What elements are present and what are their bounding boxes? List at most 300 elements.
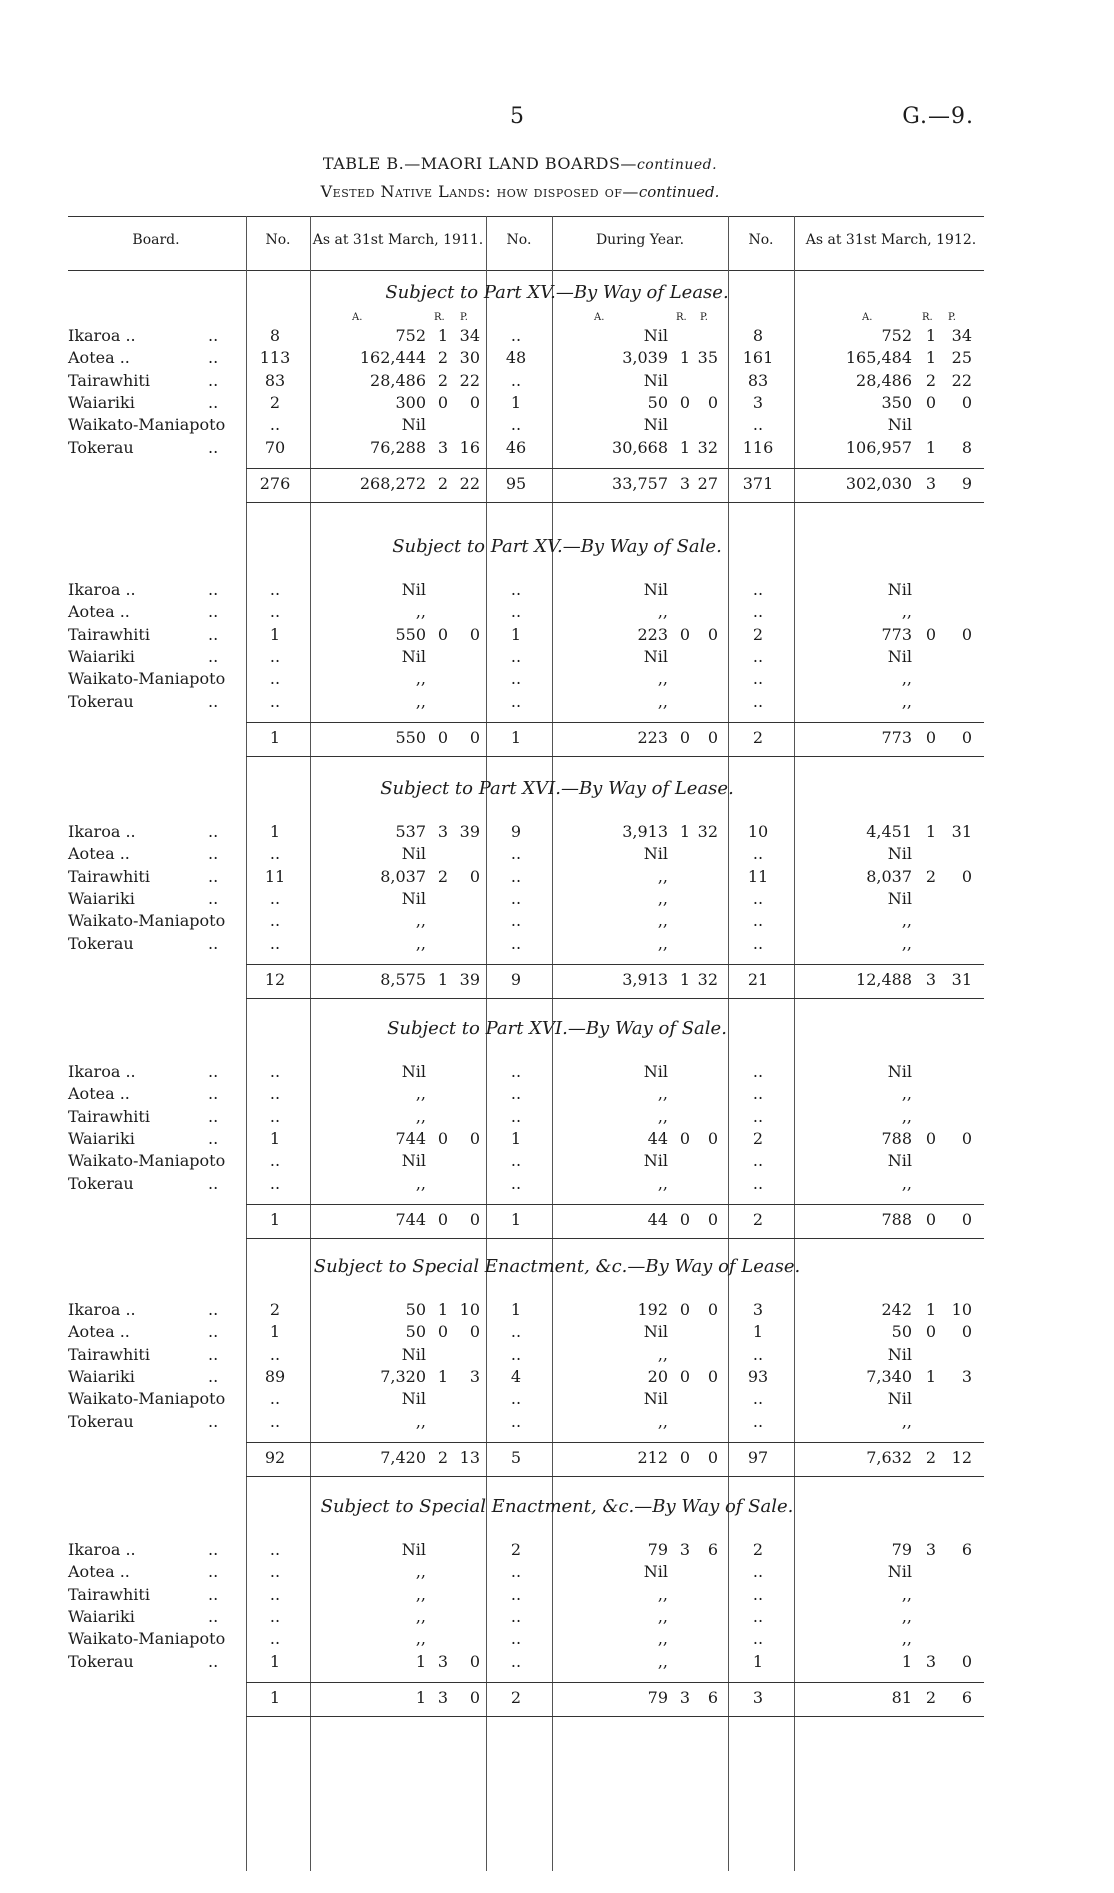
cell-perches-1911: 30	[459, 348, 480, 368]
cell-no-during: ..	[510, 415, 522, 435]
cell-acres-1912: 165,484	[845, 348, 912, 368]
unit-label: P.	[460, 312, 468, 323]
cell-perches-1911: 0	[469, 624, 480, 644]
cell-acres-during: Nil	[643, 1562, 668, 1582]
leader-dots: ..	[208, 1128, 219, 1148]
cell-roods-1911: 0	[437, 1322, 448, 1342]
board-name: Tairawhiti	[68, 1106, 150, 1126]
cell-acres-during: ,,	[657, 1584, 668, 1604]
cell-acres-during: ,,	[657, 1084, 668, 1104]
leader-dots: ..	[208, 580, 219, 599]
cell-perches-1912: 31	[951, 822, 972, 841]
cell-no-during: ..	[510, 326, 522, 345]
cell-roods-1912: 1	[925, 326, 936, 345]
cell-acres-1911: 76,288	[370, 437, 426, 457]
board-name: Waiariki	[68, 1366, 135, 1386]
cell-no-during: ..	[510, 1062, 522, 1081]
cell-no-1911: ..	[269, 669, 281, 689]
unit-label: R.	[676, 312, 687, 323]
board-name: Ikaroa ..	[68, 580, 136, 599]
board-name: Tairawhiti	[68, 1584, 150, 1604]
cell-no-1911: 2	[269, 392, 281, 412]
total-no-1911: 1	[269, 1209, 281, 1229]
table-row	[0, 1322, 1114, 1344]
total-acres-1911: 268,272	[359, 473, 426, 493]
total-rule	[246, 722, 984, 723]
cell-no-1912: ..	[752, 602, 764, 622]
header-no-during: No.	[506, 232, 532, 248]
cell-no-1911: 1	[269, 822, 281, 841]
cell-roods-1912: 1	[925, 1300, 936, 1319]
cell-no-1911: 89	[264, 1366, 286, 1386]
cell-acres-1912: ,,	[901, 1106, 912, 1126]
unit-label: R.	[922, 312, 933, 323]
leader-dots: ..	[208, 1366, 219, 1386]
cell-roods-1912: 3	[925, 1651, 936, 1671]
cell-acres-during: ,,	[657, 1106, 668, 1126]
cell-acres-1912: 28,486	[856, 370, 912, 390]
section-title: Subject to Special Enactment, &c.—By Way of Sale.	[320, 1496, 794, 1517]
leader-dots: ..	[208, 646, 219, 666]
cell-acres-during: 3,913	[622, 822, 668, 841]
total-roods-1911: 1	[437, 969, 448, 989]
cell-acres-1912: 8,037	[866, 866, 912, 886]
cell-roods-1911: 0	[437, 392, 448, 412]
cell-perches-1911: 3	[469, 1366, 480, 1386]
cell-roods-during: 1	[679, 822, 690, 841]
unit-label: P.	[948, 312, 956, 323]
cell-no-1911: 8	[269, 326, 281, 345]
cell-acres-1912: ,,	[901, 1629, 912, 1649]
board-name: Waikato-Maniapoto	[68, 1629, 226, 1649]
section-title: Subject to Special Enactment, &c.—By Way of Lease.	[313, 1256, 801, 1277]
cell-perches-1911: 39	[459, 822, 480, 841]
cell-no-during: 4	[510, 1366, 522, 1386]
cell-no-during: ..	[510, 1344, 522, 1364]
leader-dots: ..	[208, 348, 219, 368]
total-acres-1911: 744	[395, 1209, 426, 1229]
cell-no-1912: ..	[752, 1411, 764, 1431]
cell-roods-1911: 1	[437, 1366, 448, 1386]
header-during-year: During Year.	[595, 232, 685, 248]
cell-no-1911: ..	[269, 1173, 281, 1193]
cell-acres-during: Nil	[643, 415, 668, 435]
total-roods-1912: 3	[925, 473, 936, 493]
cell-perches-1911: 0	[469, 1322, 480, 1342]
cell-acres-1912: Nil	[887, 888, 912, 908]
table-row	[0, 911, 1114, 933]
cell-roods-1911: 1	[437, 1300, 448, 1319]
cell-no-1911: 1	[269, 1322, 281, 1342]
cell-acres-1911: Nil	[401, 1389, 426, 1409]
table-row	[0, 1562, 1114, 1584]
board-name: Waikato-Maniapoto	[68, 1151, 226, 1171]
cell-no-1911: 1	[269, 624, 281, 644]
cell-no-1912: ..	[752, 1344, 764, 1364]
table-row	[0, 1151, 1114, 1173]
board-name: Tairawhiti	[68, 624, 150, 644]
cell-no-1911: ..	[269, 933, 281, 953]
leader-dots: ..	[208, 1062, 219, 1081]
cell-acres-during: 3,039	[622, 348, 668, 368]
cell-acres-during: Nil	[643, 326, 668, 345]
total-perches-during: 6	[707, 1687, 718, 1707]
cell-perches-1911: 0	[469, 866, 480, 886]
cell-acres-1912: 350	[881, 392, 912, 412]
total-roods-during: 0	[679, 1209, 690, 1229]
cell-no-1912: ..	[752, 1173, 764, 1193]
header-top-rule	[68, 216, 984, 217]
total-acres-1912: 788	[881, 1209, 912, 1229]
board-name: Aotea ..	[68, 1084, 130, 1104]
cell-no-1912: 3	[752, 392, 764, 412]
leader-dots: ..	[208, 844, 219, 864]
table-row	[0, 1084, 1114, 1106]
total-roods-1911: 0	[437, 727, 448, 747]
cell-no-1912: ..	[752, 691, 764, 711]
total-perches-1912: 31	[951, 969, 972, 989]
header-bottom-rule	[68, 270, 984, 271]
cell-acres-1911: 537	[395, 822, 426, 841]
total-roods-1911: 2	[437, 1447, 448, 1467]
table-row	[0, 393, 1114, 415]
cell-acres-1912: ,,	[901, 1084, 912, 1104]
board-name: Ikaroa ..	[68, 1062, 136, 1081]
cell-no-1912: ..	[752, 888, 764, 908]
total-no-1911: 276	[259, 473, 291, 493]
cell-acres-during: ,,	[657, 669, 668, 689]
cell-acres-1912: ,,	[901, 1606, 912, 1626]
total-perches-during: 32	[697, 969, 718, 989]
cell-perches-1912: 0	[961, 392, 972, 412]
cell-acres-1911: ,,	[415, 933, 426, 953]
cell-acres-during: Nil	[643, 580, 668, 599]
cell-acres-1911: ,,	[415, 911, 426, 931]
cell-acres-during: Nil	[643, 1389, 668, 1409]
cell-no-during: ..	[510, 370, 522, 390]
cell-no-during: ..	[510, 1629, 522, 1649]
cell-no-1912: ..	[752, 1106, 764, 1126]
cell-roods-1912: 1	[925, 822, 936, 841]
cell-acres-1911: 7,320	[380, 1366, 426, 1386]
total-acres-1912: 773	[881, 727, 912, 747]
table-row	[0, 1107, 1114, 1129]
board-name: Tokerau	[68, 1651, 134, 1671]
board-name: Waiariki	[68, 888, 135, 908]
cell-acres-1911: 28,486	[370, 370, 426, 390]
cell-no-1911: ..	[269, 911, 281, 931]
total-row	[0, 474, 1114, 496]
cell-acres-1911: ,,	[415, 602, 426, 622]
cell-acres-1912: ,,	[901, 1411, 912, 1431]
cell-no-during: ..	[510, 602, 522, 622]
cell-perches-during: 0	[707, 1366, 718, 1386]
cell-perches-1912: 8	[961, 437, 972, 457]
total-no-1912: 371	[742, 473, 774, 493]
board-name: Ikaroa ..	[68, 1300, 136, 1319]
cell-acres-1912: Nil	[887, 844, 912, 864]
cell-acres-during: Nil	[643, 1151, 668, 1171]
cell-no-1911: ..	[269, 1562, 281, 1582]
total-no-during: 9	[510, 969, 522, 989]
total-perches-during: 0	[707, 1209, 718, 1229]
leader-dots: ..	[208, 1562, 219, 1582]
cell-no-during: 9	[510, 822, 522, 841]
board-name: Tokerau	[68, 437, 134, 457]
cell-perches-1911: 10	[459, 1300, 480, 1319]
cell-acres-1912: Nil	[887, 580, 912, 599]
cell-no-1911: ..	[269, 1389, 281, 1409]
total-acres-1912: 7,632	[866, 1447, 912, 1467]
cell-roods-1911: 0	[437, 1128, 448, 1148]
cell-acres-1911: ,,	[415, 1106, 426, 1126]
table-row	[0, 1412, 1114, 1434]
total-perches-1911: 0	[469, 1209, 480, 1229]
cell-perches-during: 6	[707, 1540, 718, 1559]
cell-no-1911: 2	[269, 1300, 281, 1319]
cell-acres-during: ,,	[657, 1651, 668, 1671]
table-row	[0, 1389, 1114, 1411]
cell-acres-1912: 752	[881, 326, 912, 345]
cell-no-during: 46	[505, 437, 527, 457]
board-name: Aotea ..	[68, 348, 130, 368]
total-perches-1911: 39	[459, 969, 480, 989]
cell-no-1911: 113	[259, 348, 291, 368]
cell-no-1912: ..	[752, 933, 764, 953]
cell-no-1912: 2	[752, 624, 764, 644]
cell-acres-1912: Nil	[887, 1562, 912, 1582]
board-name: Waikato-Maniapoto	[68, 415, 226, 435]
total-roods-1912: 2	[925, 1447, 936, 1467]
cell-no-1912: 93	[747, 1366, 769, 1386]
cell-roods-1912: 2	[925, 866, 936, 886]
total-rule	[246, 1442, 984, 1443]
cell-acres-1912: ,,	[901, 933, 912, 953]
cell-acres-during: 192	[637, 1300, 668, 1319]
total-acres-1912: 81	[891, 1687, 912, 1707]
total-bottom-rule	[246, 502, 984, 503]
cell-perches-1912: 25	[951, 348, 972, 368]
cell-no-during: ..	[510, 1151, 522, 1171]
cell-no-1911: 70	[264, 437, 286, 457]
cell-acres-1911: ,,	[415, 1584, 426, 1604]
table-row	[0, 889, 1114, 911]
cell-acres-1912: 50	[891, 1322, 912, 1342]
cell-acres-1911: ,,	[415, 691, 426, 711]
total-no-1911: 92	[264, 1447, 286, 1467]
cell-no-during: 1	[510, 392, 522, 412]
table-title-suffix: continued.	[636, 157, 718, 173]
table-row	[0, 844, 1114, 866]
table-subtitle-main: Vested Native Lands	[320, 182, 486, 201]
cell-perches-1911: 22	[459, 370, 480, 390]
cell-no-1912: ..	[752, 1606, 764, 1626]
cell-no-during: 48	[505, 348, 527, 368]
total-perches-1912: 0	[961, 727, 972, 747]
cell-no-during: ..	[510, 933, 522, 953]
cell-acres-during: ,,	[657, 866, 668, 886]
cell-acres-1911: 1	[415, 1651, 426, 1671]
cell-acres-1911: 744	[395, 1128, 426, 1148]
cell-roods-1912: 1	[925, 1366, 936, 1386]
total-acres-during: 212	[637, 1447, 668, 1467]
cell-acres-1912: Nil	[887, 1389, 912, 1409]
total-acres-1911: 7,420	[380, 1447, 426, 1467]
total-row	[0, 1448, 1114, 1470]
total-roods-1912: 0	[925, 727, 936, 747]
table-row	[0, 415, 1114, 437]
table-row	[0, 1540, 1114, 1562]
board-name: Tairawhiti	[68, 370, 150, 390]
cell-no-1912: ..	[752, 1084, 764, 1104]
total-perches-1912: 6	[961, 1687, 972, 1707]
cell-acres-during: ,,	[657, 1629, 668, 1649]
header-as-at-1911: As at 31st March, 1911.	[312, 232, 484, 248]
cell-no-1912: ..	[752, 415, 764, 435]
cell-acres-during: Nil	[643, 646, 668, 666]
cell-no-during: ..	[510, 1084, 522, 1104]
cell-acres-1911: ,,	[415, 1562, 426, 1582]
total-roods-1911: 2	[437, 473, 448, 493]
total-roods-during: 1	[679, 969, 690, 989]
cell-no-1911: ..	[269, 602, 281, 622]
cell-roods-during: 1	[679, 348, 690, 368]
cell-acres-during: 79	[647, 1540, 668, 1559]
paper-code: G.—9.	[902, 104, 974, 129]
cell-no-during: ..	[510, 691, 522, 711]
board-name: Waiariki	[68, 1128, 135, 1148]
cell-no-1912: 11	[747, 866, 769, 886]
total-perches-1911: 0	[469, 1687, 480, 1707]
total-row	[0, 1688, 1114, 1710]
total-acres-during: 3,913	[622, 969, 668, 989]
total-no-during: 1	[510, 1209, 522, 1229]
board-name: Tairawhiti	[68, 866, 150, 886]
cell-acres-1912: 788	[881, 1128, 912, 1148]
cell-acres-during: ,,	[657, 1411, 668, 1431]
total-roods-during: 0	[679, 1447, 690, 1467]
cell-no-1911: ..	[269, 1540, 281, 1559]
leader-dots: ..	[208, 602, 219, 622]
cell-perches-1911: 16	[459, 437, 480, 457]
total-roods-1911: 3	[437, 1687, 448, 1707]
cell-acres-1911: Nil	[401, 580, 426, 599]
cell-roods-1911: 3	[437, 437, 448, 457]
cell-no-1911: ..	[269, 1606, 281, 1626]
cell-roods-1911: 3	[437, 1651, 448, 1671]
board-name: Waiariki	[68, 646, 135, 666]
total-no-1911: 1	[269, 727, 281, 747]
total-no-1911: 1	[269, 1687, 281, 1707]
leader-dots: ..	[208, 1084, 219, 1104]
cell-acres-1912: Nil	[887, 415, 912, 435]
cell-roods-during: 0	[679, 624, 690, 644]
cell-no-1911: ..	[269, 1411, 281, 1431]
unit-label: A.	[862, 312, 873, 323]
board-name: Aotea ..	[68, 1322, 130, 1342]
total-no-during: 1	[510, 727, 522, 747]
cell-no-1912: 8	[752, 326, 764, 345]
total-row	[0, 970, 1114, 992]
cell-no-during: ..	[510, 1584, 522, 1604]
header-board: Board.	[132, 232, 180, 248]
total-row	[0, 1210, 1114, 1232]
unit-label: R.	[434, 312, 445, 323]
cell-acres-1911: Nil	[401, 1540, 426, 1559]
table-subtitle	[0, 182, 1040, 201]
cell-acres-1911: Nil	[401, 1344, 426, 1364]
board-name: Waikato-Maniapoto	[68, 669, 226, 689]
cell-no-1911: 1	[269, 1128, 281, 1148]
cell-acres-1912: Nil	[887, 1151, 912, 1171]
leader-dots: ..	[208, 1322, 219, 1342]
total-perches-1912: 0	[961, 1209, 972, 1229]
cell-acres-1912: ,,	[901, 669, 912, 689]
leader-dots: ..	[208, 888, 219, 908]
table-row	[0, 371, 1114, 393]
total-bottom-rule	[246, 1716, 984, 1717]
cell-no-1912: 83	[747, 370, 769, 390]
total-rule	[246, 1204, 984, 1205]
total-no-1912: 2	[752, 1209, 764, 1229]
total-bottom-rule	[246, 1238, 984, 1239]
board-name: Aotea ..	[68, 844, 130, 864]
cell-no-during: ..	[510, 1562, 522, 1582]
cell-roods-during: 0	[679, 1128, 690, 1148]
leader-dots: ..	[208, 1651, 219, 1671]
board-name: Ikaroa ..	[68, 1540, 136, 1559]
cell-roods-1911: 3	[437, 822, 448, 841]
cell-no-1911: ..	[269, 415, 281, 435]
leader-dots: ..	[208, 1173, 219, 1193]
cell-acres-1911: Nil	[401, 888, 426, 908]
total-bottom-rule	[246, 756, 984, 757]
leader-dots: ..	[208, 1540, 219, 1559]
cell-no-during: ..	[510, 866, 522, 886]
cell-no-during: ..	[510, 669, 522, 689]
cell-no-1912: ..	[752, 1629, 764, 1649]
cell-no-1912: ..	[752, 911, 764, 931]
cell-roods-during: 3	[679, 1540, 690, 1559]
total-rule	[246, 964, 984, 965]
cell-perches-during: 32	[697, 822, 718, 841]
total-no-during: 95	[505, 473, 527, 493]
cell-no-during: ..	[510, 1411, 522, 1431]
total-bottom-rule	[246, 998, 984, 999]
cell-acres-1912: 7,340	[866, 1366, 912, 1386]
cell-no-during: ..	[510, 911, 522, 931]
cell-no-1911: ..	[269, 1629, 281, 1649]
cell-perches-1912: 0	[961, 624, 972, 644]
cell-acres-during: ,,	[657, 602, 668, 622]
cell-perches-1912: 22	[951, 370, 972, 390]
cell-perches-1912: 6	[961, 1540, 972, 1559]
cell-perches-1912: 0	[961, 1128, 972, 1148]
cell-no-1912: ..	[752, 844, 764, 864]
table-row	[0, 934, 1114, 956]
cell-no-1912: ..	[752, 646, 764, 666]
cell-acres-during: 50	[647, 392, 668, 412]
board-name: Waiariki	[68, 392, 135, 412]
cell-perches-1912: 0	[961, 1322, 972, 1342]
cell-roods-1912: 2	[925, 370, 936, 390]
total-acres-during: 223	[637, 727, 668, 747]
cell-no-1911: 83	[264, 370, 286, 390]
cell-acres-1912: Nil	[887, 1062, 912, 1081]
table-row	[0, 1062, 1114, 1084]
table-row	[0, 822, 1114, 844]
cell-perches-1911: 0	[469, 1651, 480, 1671]
